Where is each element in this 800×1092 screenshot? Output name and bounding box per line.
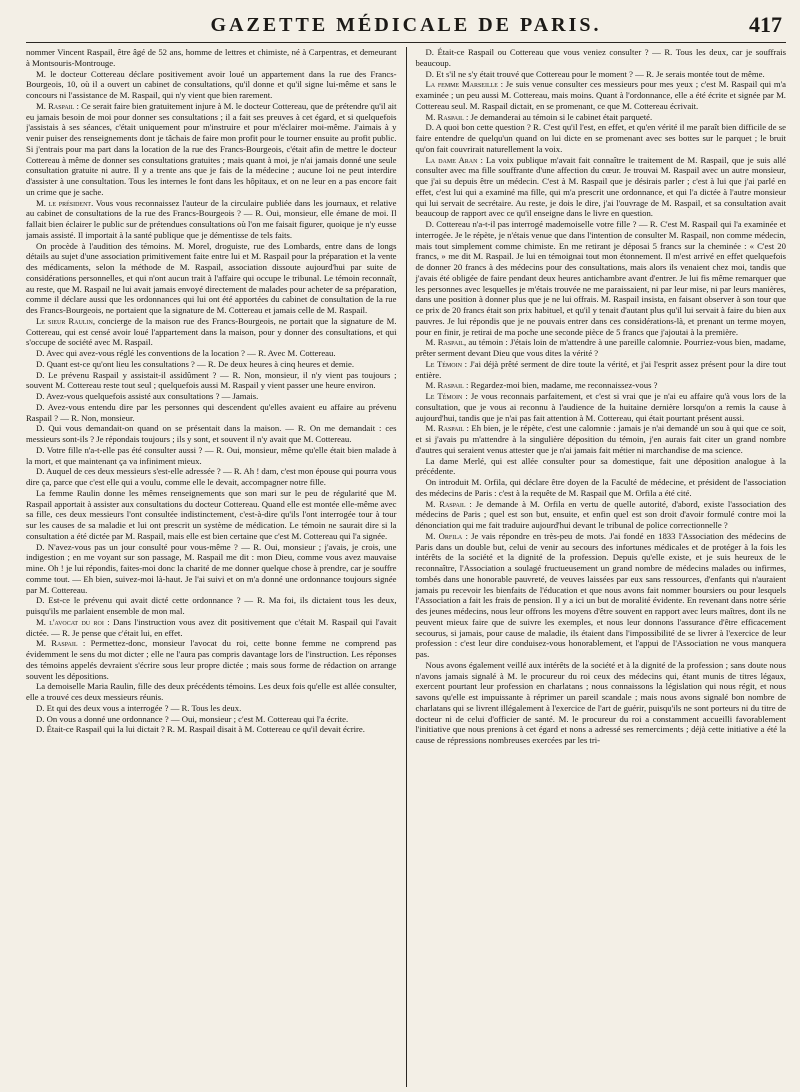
paragraph — [415, 531, 786, 660]
speaker-name: M. Raspail — [425, 111, 464, 122]
speaker-name: M. Orfila — [425, 530, 463, 541]
paragraph — [415, 337, 786, 359]
paragraph — [415, 380, 786, 391]
paragraph-text: D. Qui vous demandait-on quand on se présentait dans la maison. — R. On me demandait : ces messieurs sont-ils ? Je répondais toujours ; ils y sont, et souvent il n'y avait que M. Cottereau. — [26, 423, 397, 444]
paragraph-text: : Je vous reconnais parfaitement, et c'est si vrai que je n'ai eu affaire qu'à vous lors de la consultation, que je vous ai reconnu à l'audience de la huitaine dernière lorsqu'on a remis la cause à aujourd'hui, tandis que je n'ai pas fait attention à M. Cottereau, qui était pourtant présent aussi. — [415, 391, 786, 423]
paragraph-text: Nous avons également veillé aux intérêts de la société et à la dignité de la profession ; sans doute nous n'avons jamais signalé à M. le procureur du roi ceux des médecins qui, étant munis de titres légaux, exercent pourtant leur profession en charlatans ; nous connaissons la législation qui nous régit, et nous savons qu'elle est impuissante à réprimer un pareil scandale ; mais nous avons signalé bon nombre de charlatans qui se livrent illégalement à l'exercice de l'art de guérir, puisqu'ils ne sont porteurs ni du titre de docteur ni de celui d'officier de santé. M. le procureur du roi a constamment accueilli favorablement l'initiative que nous prenions à cet égard et nons a adressé ses remerciments ; déjà cette initiative a été la cause de répressions nombreuses exercées par les tri- — [415, 659, 786, 745]
paragraph-text: On introduit M. Orfila, qui déclare être doyen de la Faculté de médecine, et président de l'association des médecins de Paris : c'est à la requête de M. Raspail que M. Orfila a été cité. — [415, 477, 786, 498]
paragraph — [26, 348, 397, 359]
paragraph — [26, 542, 397, 596]
paragraph-text: nommer Vincent Raspail, être âgé de 52 ans, homme de lettres et chimiste, né à Carpentras, et demeurant à Montsouris-Montrouge. — [26, 47, 397, 68]
paragraph-text: : La voix publique m'avait fait connaître le traitement de M. Raspail, que je suis allé consulter avec ma fille souffrante d'une affection du cœur. Je trouvai M. Raspail avec un autre monsieur, que j'ai su depuis être un médecin. C'est à M. Raspail que je désirais parler ; c'est à lui que j'ai parlé en effet, c'est lui qui a examiné ma fille, qui m'a prescrit une ordonnance, et qui l'a dictée à l'autre monsieur qui lui servait de secrétaire. Au reste, je dois le dire, j'ai l'ouvrage de M. Raspail, et sa consultation avait beaucoup de rapport avec ce qu'il enseigne dans le livre en question. — [415, 154, 786, 219]
speaker-name: M. Raspail — [425, 423, 465, 434]
paragraph — [415, 69, 786, 80]
paragraph — [415, 79, 786, 111]
speaker-name: M. le président — [36, 197, 92, 208]
speaker-name: La dame Aran — [425, 154, 478, 165]
speaker-name: Le Témoin — [425, 358, 462, 369]
paragraph — [26, 198, 397, 241]
speaker-name: Le Témoin — [425, 391, 463, 401]
column-rule — [406, 47, 407, 1087]
paragraph-text: : J'ai déjà prêté serment de dire toute la vérité, et j'ai l'esprit assez présent pour la dire tout entière. — [415, 358, 786, 380]
paragraph — [415, 112, 786, 123]
speaker-name: M. Raspail — [425, 498, 466, 509]
paragraph — [415, 155, 786, 220]
paragraph-text: D. Avec qui avez-vous réglé les conventions de la location ? — R. Avec M. Cottereau. — [36, 348, 336, 358]
paragraph-text: D. Et qui des deux vous a interrogée ? — R. Tous les deux. — [36, 702, 242, 713]
paragraph-text: D. N'avez-vous pas un jour consulté pour vous-même ? — R. Oui, monsieur ; j'avais, je crois, une indigestion ; en me voyant sur son passage, M. Raspail me dit : mon Dieu, comme vous avez mauvaise mine. Oh ! je lui répondis, faites-moi donc la charité de me donner quelque chose à prendre, car je souffre comme tout. — Eh bien, suivez-moi là-haut. Je l'ai suivi et on m'a donné une ordonnance toujours signée par M. Cottereau. — [26, 541, 397, 595]
text-columns — [26, 47, 786, 1087]
paragraph — [415, 219, 786, 337]
paragraph-text: D. Était-ce Raspail ou Cottereau que vous veniez consulter ? — R. Tous les deux, car je souffrais beaucoup. — [415, 47, 786, 68]
paragraph-text: D. A quoi bon cette question ? R. C'est qu'il l'est, en effet, et qu'en vérité il me paraît bien difficile de se faire entendre de quelqu'un quand on lui dicte en se promenant avec ses bottes sur le parquet ; le bruit qu'on fait couvrirait naturellement la voix. — [415, 122, 786, 154]
page-header — [26, 10, 786, 43]
paragraph-text: D. Était-ce Raspail qui la lui dictait ? R. M. Raspail disait à M. Cottereau ce qu'il devait écrire. — [36, 724, 365, 735]
paragraph — [415, 660, 786, 746]
paragraph-text: : Permettez-donc, monsieur l'avocat du roi, cette bonne femme ne comprend pas évidemment le sens du mot dicter ; elle ne l'aura pas compris davantage lors de l'instruction. Les réponses des témoins appelés devraient s'écrire sous leur propre dictée ; mais sous forme de rédaction on arrange souvent les dépositions. — [26, 638, 397, 681]
paragraph — [415, 499, 786, 531]
paragraph-text: D. Avez-vous entendu dire par les personnes qui descendent qu'elles avaient eu affaire au prévenu Raspail ? — R. Non, monsieur. — [26, 401, 397, 423]
paragraph — [26, 47, 397, 69]
paragraph — [415, 423, 786, 455]
paragraph — [415, 477, 786, 499]
paragraph-text: La femme Raulin donne les mêmes renseignements que son mari sur le peu de régularité que M. Raspail apportait à assister aux consultations du docteur Cottereau. Quand elle est montée elle-même avec sa fille, ces deux messieurs l'ont consultée indistinctement, c'est-à-dire qu'ils l'ont interrogée tour à tour sur les causes de sa maladie et lui ont prescrit un système de médication. Le témoin ne saurait dire si la consultation a été dictée par M. Raspail, mais elle est bien certaine que c'est M. Cottereau qui l'a signée. — [26, 487, 397, 541]
paragraph-text: : Ce serait faire bien gratuitement injure à M. le docteur Cottereau, que de prétendre qu'il ait eu jamais besoin de moi pour donner ses consultations ; il a fait ses preuves à cet égard, et si quelquefois j'assistais à ses séances, c'était uniquement pour m'instruire et pour m'éclairer moi-même. J'aimais à y venir puiser des renseignements dont je tâchais de faire mon profit pour le tourner ensuite au profit public. Si j'entrais pour ma part dans la location de la rue des Francs-Bourgeois, c'était afin de mettre le docteur Cottereau à même de donner ses consultations gratuites ; mais quant à moi, je n'ai jamais donné une seule consultation gratuite ni autre. Il y a trente ans que je fais de la médecine ; aucune loi ne peut interdire d'assister à une consultation. Tous les internes le font dans les hôpitaux, et on ne leur en a pas encore fait un crime que je sache. — [26, 100, 397, 197]
paragraph — [26, 391, 397, 402]
speaker-name: Le sieur Raulin — [36, 315, 93, 326]
paragraph-text: D. Votre fille n'a-t-elle pas été consulter aussi ? — R. Oui, monsieur, même qu'elle était bien malade à la mort, et que maintenant ça va infiniment mieux. — [26, 444, 397, 466]
paragraph-text: : Je demanderai au témoin si le cabinet était parqueté. — [463, 111, 653, 122]
paragraph-text: D. Est-ce le prévenu qui avait dicté cette ordonnance ? — R. Ma foi, ils dictaient tous les deux, puisqu'ils me parlaient ensemble de mon mal. — [26, 595, 397, 616]
paragraph-text: , au témoin : J'étais loin de m'attendre à une pareille calomnie. Pourriez-vous bien, madame, prêter serment devant Dieu que vous dites la vérité ? — [415, 337, 786, 358]
paragraph-text: : Regardez-moi bien, madame, me reconnaissez-vous ? — [463, 380, 658, 391]
speaker-name: M. Raspail — [36, 638, 78, 649]
paragraph — [26, 445, 397, 467]
paragraph — [415, 122, 786, 154]
paragraph-text: : Je demande à M. Orfila en vertu de quelle autorité, d'abord, existe l'association des médecins de Paris ; quel est son but, ensuite, et enfin quel est son droit d'avoir formulé contre moi la dénonciation qui me fait traduire aujourd'hui devant le tribunal de police correctionnelle ? — [415, 498, 786, 530]
paragraph — [415, 456, 786, 478]
speaker-name: M. Raspail — [425, 380, 464, 391]
paragraph — [26, 423, 397, 445]
paragraph-text: D. Cottereau n'a-t-il pas interrogé mademoiselle votre fille ? — R. C'est M. Raspail qui l'a examinée et interrogée. Je le répète, je n'étais venue que dans l'intention de consulter M. Raspail, non comme médecin, mais tout simplement comme chimiste. En me retirant je déposai 5 francs sur la cheminée : « C'est 20 francs, » me dit M. Raspail. Je lui en témoignai tout mon étonnement. Il m'est arrivé en effet quelquefois de donner 20 francs à des médecins pour des consultations, mais alors ils venaient chez moi, tandis que j'avais été obligée de faire pendant deux heures antichambre avant d'entrer. Je lui fis même remarquer que les personnes avec lesquelles je m'étais trouvée ne me paraissaient, ni par leur mise, ni par leurs manières, dans une position à donner plus que je ne lui offrais. M. Raspail insista, en faisant observer à son tour que ce prix de 20 francs était son prix habituel, et qu'il y tenait d'autant plus qu'il lui servait à faire du bien aux pauvres. Je lui répondis que je ne pouvais entrer dans ces considérations-là, et prenant un terme moyen, pour en finir, je retirai de ma poche une seconde pièce de 5 francs que j'ajoutai à la première. — [415, 219, 786, 337]
speaker-name: M. Raspail — [36, 100, 75, 111]
paragraph-text: : Eh bien, je le répète, c'est une calomnie : jamais je n'ai demandé un sou à qui que ce soit, et si j'avais pu m'attendre à la singulière déposition du témoin, j'en aurais fait citer un grand nombre d'autres qui seraient venus attester que je n'ai jamais fait métier ni marchandise de ma science. — [415, 423, 786, 455]
paragraph-text: : Je suis venue consulter ces messieurs pour mes yeux ; c'est M. Raspail qui m'a examinée ; un peu aussi M. Cottereau, mais moins. Quant à l'ordonnance, elle a été écrite et signée par M. Cottereau seul. M. Raspail dictait, en se promenant, ce que M. Cottereau écrivait. — [415, 79, 786, 111]
paragraph — [26, 488, 397, 542]
paragraph-text: La dame Merlé, qui est allée consulter pour sa domestique, fait une déposition analogue à la précédente. — [415, 455, 786, 477]
speaker-name: M. l'avocat du roi — [36, 616, 104, 627]
paragraph-text: D. Avez-vous quelquefois assisté aux consultations ? — Jamais. — [36, 391, 259, 401]
paragraph-text: D. Auquel de ces deux messieurs s'est-elle adressée ? — R. Ah ! dam, c'est mon épouse qui pourra vous dire ça, parce que c'est elle qui a voulu, comme elle le devait, accompagner notre fille. — [26, 466, 397, 487]
paragraph-text: D. Quant est-ce qu'ont lieu les consultations ? — R. De deux heures à cinq heures et demie. — [36, 358, 355, 369]
paragraph-text: On procède à l'audition des témoins. M. Morel, droguiste, rue des Lombards, entre dans de longs détails au sujet d'une association primitivement faite entre lui et M. Raspail pour la préparation et la vente des médicaments, selon la méthode de M. Raspail, association dissoute aujourd'hui par suite de considérations personnelles, et qui n'ont aucun trait à l'affaire qui occupe le tribunal. Le témoin reconnaît, au reste, que M. Raspail ne lui avait jamais envoyé directement de malades pour acheter de sa préparation, comme il déclare aussi que les ordonnances qui lui ont été apportées du cabinet de consultation de la rue des Francs-Bourgeois, ne portaient que la signature de M. Cottereau et jamais celle de M. Raspail. — [26, 240, 397, 315]
paragraph — [26, 359, 397, 370]
paragraph — [26, 69, 397, 101]
paragraph — [26, 241, 397, 316]
journal-title: GAZETTE MÉDICALE DE PARIS. — [210, 14, 602, 36]
paragraph-text: M. le docteur Cottereau déclare positivement avoir loué un appartement dans la rue des Francs-Bourgeois, 10, où il a ouvert un cabinet de consultations, qu'il donne et qu'il signe lui-même et sans le concours ni l'assistance de M. Raspail, qui n'y vient que bien rarement. — [26, 68, 397, 100]
paragraph — [26, 595, 397, 617]
paragraph — [26, 638, 397, 681]
paragraph-text: D. Le prévenu Raspail y assistait-il assidûment ? — R. Non, monsieur, il n'y vient pas toujours ; souvent M. Cottereau reste tout seul ; quelquefois aussi M. Raspail y vient passer une heure environ. — [26, 369, 397, 391]
paragraph — [26, 617, 397, 639]
paragraph — [415, 391, 786, 423]
paragraph — [26, 724, 397, 735]
page-number: 417 — [749, 12, 782, 37]
paragraph-text: D. Et s'il ne s'y était trouvé que Cottereau pour le moment ? — R. Je serais montée tout de même. — [425, 68, 765, 79]
paragraph-text: . Vous vous reconnaissez l'auteur de la circulaire publiée dans les journaux, et relative au cabinet de consultations de la rue des Francs-Bourgeois ? — R. Oui, monsieur, elle émane de moi. Il fallait bien éclairer le public sur de prétendues consultations où l'on me faisait figurer, quoique je n'y eusse jamais assisté. Il importait à la santé publique que je démentisse de tels faits. — [26, 197, 397, 240]
speaker-name: M. Raspail — [425, 337, 464, 348]
paragraph-text: : Dans l'instruction vous avez dit positivement que c'était M. Raspail qui l'avait dictée. — R. Je pense que c'était lui, en effet. — [26, 616, 397, 638]
paragraph — [26, 714, 397, 725]
left-column — [26, 47, 397, 1087]
paragraph — [26, 101, 397, 198]
right-column — [415, 47, 786, 1087]
paragraph — [26, 703, 397, 714]
paragraph — [415, 359, 786, 381]
paragraph — [26, 681, 397, 703]
speaker-name: La femme Marseille — [425, 79, 498, 90]
paragraph — [26, 316, 397, 348]
paragraph-text: , concierge de la maison rue des Francs-Bourgeois, ne portait que la signature de M. Cottereau, qui est censé avoir loué l'appartement dans la maison, pour y donner des consultations, et qui s'occupe de société avec M. Raspail. — [26, 315, 397, 348]
paragraph-text: : Je vais répondre en très-peu de mots. J'ai fondé en 1833 l'Association des médecins de Paris dans un double but, celui de venir au secours des infortunes médicales et de protéger à la fois les intérêts de la société et la dignité de la profession. Depuis qu'elle existe, et je suis heureux de le reconnaître, l'Association a soulagé fructueusement un grand nombre de médecins malades ou infirmes, tombés dans une honorable pauvreté, de veuves laissées par eux sans ressources, d'enfants qui n'auraient jamais pu recevoir les bienfaits de l'éducation et que nous avons fait nommer boursiers ou pour lesquels l'Association a fait les frais de pension. Il y a ici un but de moralité évidente. En revenant dans notre série des jeunes médecins, nous leur offrons les moyens d'être souvent en rapport avec leurs maîtres, dont ils ne peuvent mieux faire que de suivre les exemples, et nous leur donnons l'assurance d'être efficacement secourus, si jamais, pour cause de maladie, ils étaient dans l'impossibilité de se livrer à l'exercice de leur profession : c'est leur dire conduisez-vous honorablement, et l'appui de l'Association ne vous manquera pas. — [415, 530, 786, 659]
paragraph — [26, 402, 397, 424]
paragraph-text: D. On vous a donné une ordonnance ? — Oui, monsieur ; c'est M. Cottereau qui l'a écrite. — [36, 713, 349, 724]
paragraph — [415, 47, 786, 69]
paragraph-text: La demoiselle Maria Raulin, fille des deux précédents témoins. Les deux fois qu'elle est allée consulter, elle a trouvé ces deux messieurs réunis. — [26, 681, 397, 702]
paragraph — [26, 466, 397, 488]
paragraph — [26, 370, 397, 392]
